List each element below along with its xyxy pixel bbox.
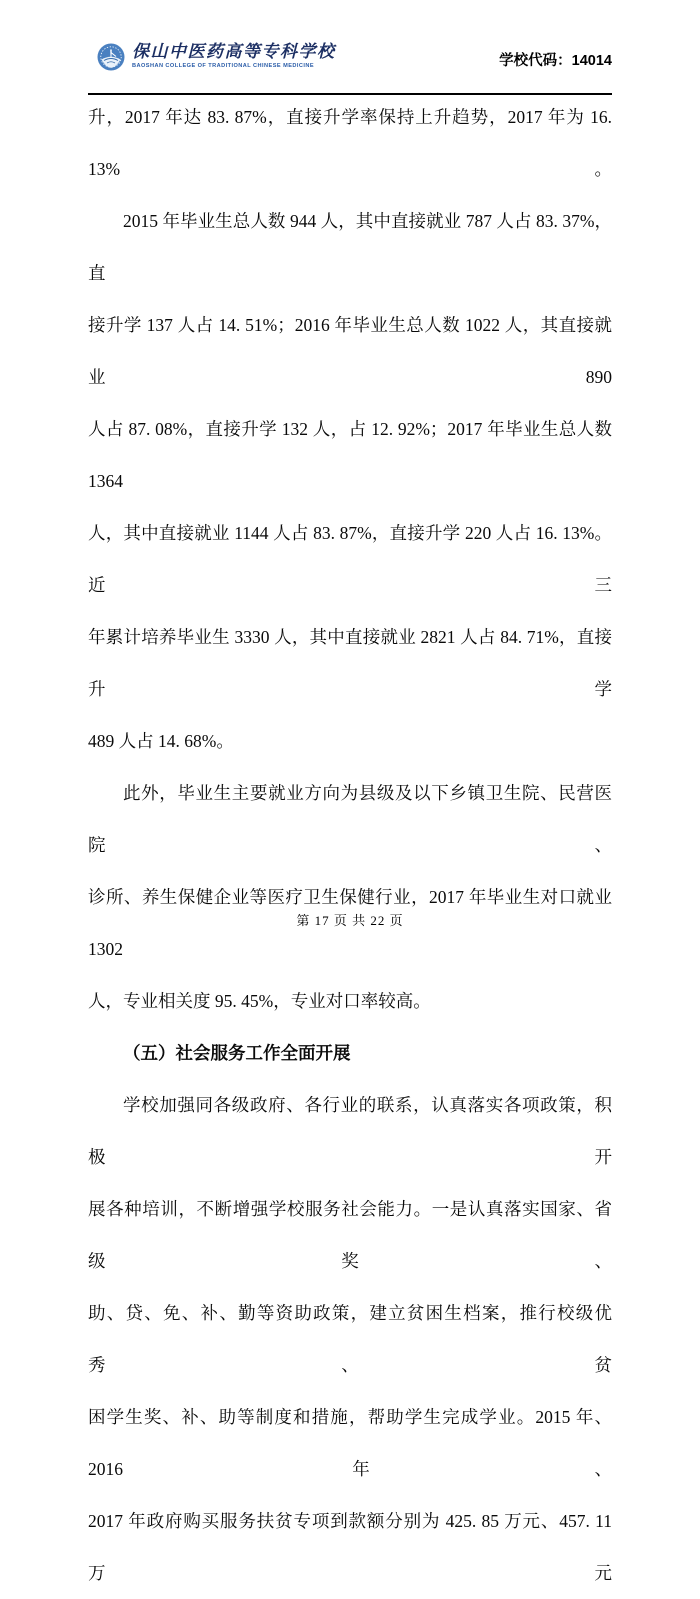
body-line: 2015 年毕业生总人数 944 人，其中直接就业 787 人占 83. 37%，直 bbox=[88, 211, 612, 283]
body-line: 人占 87. 08%，直接升学 132 人，占 12. 92%；2017 年毕业生总人数 1364 bbox=[88, 419, 612, 491]
body-line: 2017 年政府购买服务扶贫专项到款额分别为 425. 85 万元、457. 11 万元 bbox=[88, 1511, 612, 1583]
document-body bbox=[88, 91, 612, 1599]
school-code-label: 学校代码：14014 bbox=[499, 53, 612, 69]
body-line: 学校加强同各级政府、各行业的联系，认真落实各项政策，积极开 bbox=[88, 1095, 612, 1167]
body-line: 年累计培养毕业生 3330 人，其中直接就业 2821 人占 84. 71%，直接升学 bbox=[88, 627, 612, 699]
body-line: 人，专业相关度 95. 45%，专业对口率较高。 bbox=[88, 991, 431, 1011]
school-name-english: BAOSHAN COLLEGE OF TRADITIONAL CHINESE MEDICINE bbox=[132, 63, 315, 69]
body-line: 升，2017 年达 83. 87%，直接升学率保持上升趋势，2017 年为 16. 13%。 bbox=[88, 107, 612, 179]
school-name-block bbox=[132, 42, 336, 69]
school-logo-icon bbox=[97, 43, 125, 71]
body-line: 诊所、养生保健企业等医疗卫生保健行业，2017 年毕业生对口就业 1302 bbox=[88, 887, 612, 959]
body-line: 接升学 137 人占 14. 51%；2016 年毕业生总人数 1022 人，其直接就业 890 bbox=[88, 315, 612, 387]
school-logo-group bbox=[97, 42, 336, 71]
body-line: 助、贷、免、补、勤等资助政策，建立贫困生档案，推行校级优秀、贫 bbox=[88, 1303, 612, 1375]
section-heading: （五）社会服务工作全面开展 bbox=[123, 1043, 351, 1063]
body-line: 489 人占 14. 68%。 bbox=[88, 731, 234, 751]
body-line: 困学生奖、补、助等制度和措施，帮助学生完成学业。2015 年、2016 年、 bbox=[88, 1407, 612, 1479]
body-line: 展各种培训，不断增强学校服务社会能力。一是认真落实国家、省级奖、 bbox=[88, 1199, 612, 1271]
page-number-indicator: 第 17 页 共 22 页 bbox=[296, 913, 404, 928]
body-line: 此外，毕业生主要就业方向为县级及以下乡镇卫生院、民营医院、 bbox=[88, 783, 612, 855]
school-name-chinese: 保山中医药高等专科学校 bbox=[132, 42, 336, 61]
body-line: 人，其中直接就业 1144 人占 83. 87%，直接升学 220 人占 16. 13%。近三 bbox=[88, 523, 612, 595]
